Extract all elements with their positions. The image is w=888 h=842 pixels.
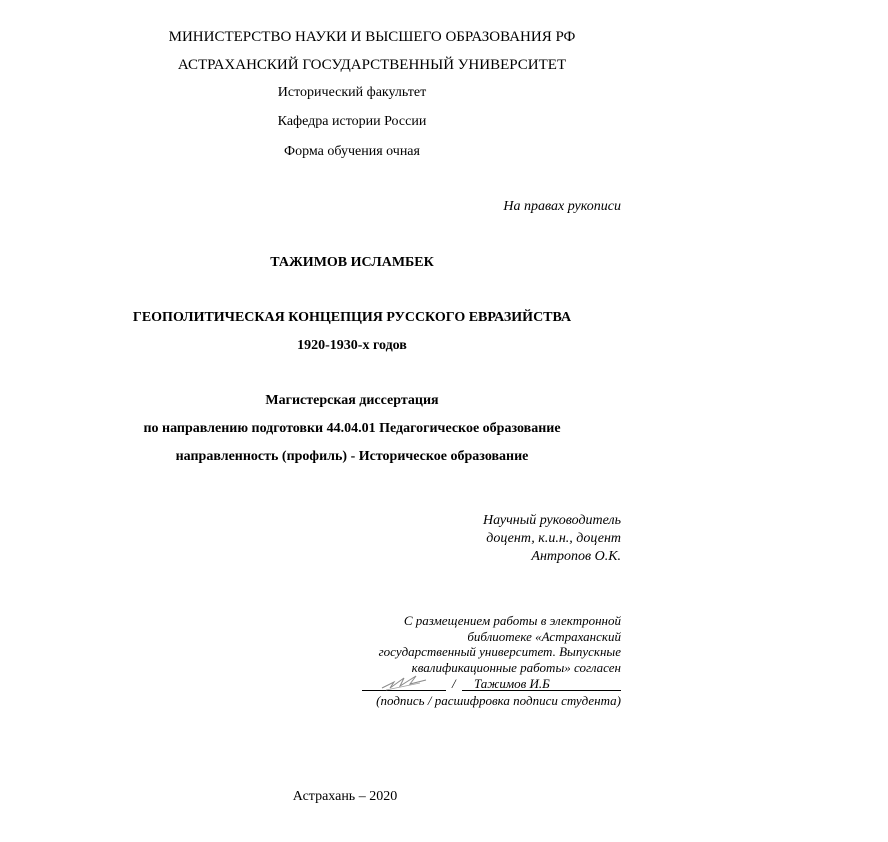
department-line: Кафедра истории России	[277, 114, 427, 129]
supervisor-rank: доцент, к.и.н., доцент	[486, 531, 621, 546]
author-name: ТАЖИМОВ ИСЛАМБЕК	[270, 255, 434, 270]
signature-slash: /	[452, 676, 456, 691]
work-type: Магистерская диссертация	[265, 393, 439, 408]
ministry-heading: МИНИСТЕРСТВО НАУКИ И ВЫСШЕГО ОБРАЗОВАНИЯ РФ	[168, 29, 576, 45]
supervisor-role: Научный руководитель	[482, 513, 621, 528]
manuscript-note: На правах рукописи	[503, 199, 621, 214]
signature-scribble	[380, 670, 428, 692]
consent-line-2: библиотеке «Астраханский	[467, 629, 621, 644]
work-profile: направленность (профиль) - Историческое образование	[175, 449, 529, 464]
university-heading: АСТРАХАНСКИЙ ГОСУДАРСТВЕННЫЙ УНИВЕРСИТЕТ	[177, 57, 567, 73]
signature-row	[362, 676, 621, 692]
thesis-period: 1920-1930-х годов	[297, 338, 407, 353]
consent-line-1: С размещением работы в электронной	[403, 613, 621, 628]
thesis-title: ГЕОПОЛИТИЧЕСКАЯ КОНЦЕПЦИЯ РУССКОГО ЕВРАЗИЙСТВА	[132, 310, 572, 325]
signature-caption: (подпись / расшифровка подписи студента)	[376, 693, 621, 708]
consent-line-4: квалификационные работы» согласен	[411, 660, 621, 675]
student-name: Тажимов И.Б	[474, 676, 550, 691]
work-direction: по направлению подготовки 44.04.01 Педагогическое образование	[143, 421, 561, 436]
study-form-line: Форма обучения очная	[284, 144, 420, 159]
faculty-line: Исторический факультет	[277, 85, 427, 100]
consent-line-3: государственный университет. Выпускные	[378, 644, 621, 659]
city-year: Астрахань – 2020	[292, 789, 398, 804]
supervisor-name: Антропов О.К.	[531, 549, 621, 564]
